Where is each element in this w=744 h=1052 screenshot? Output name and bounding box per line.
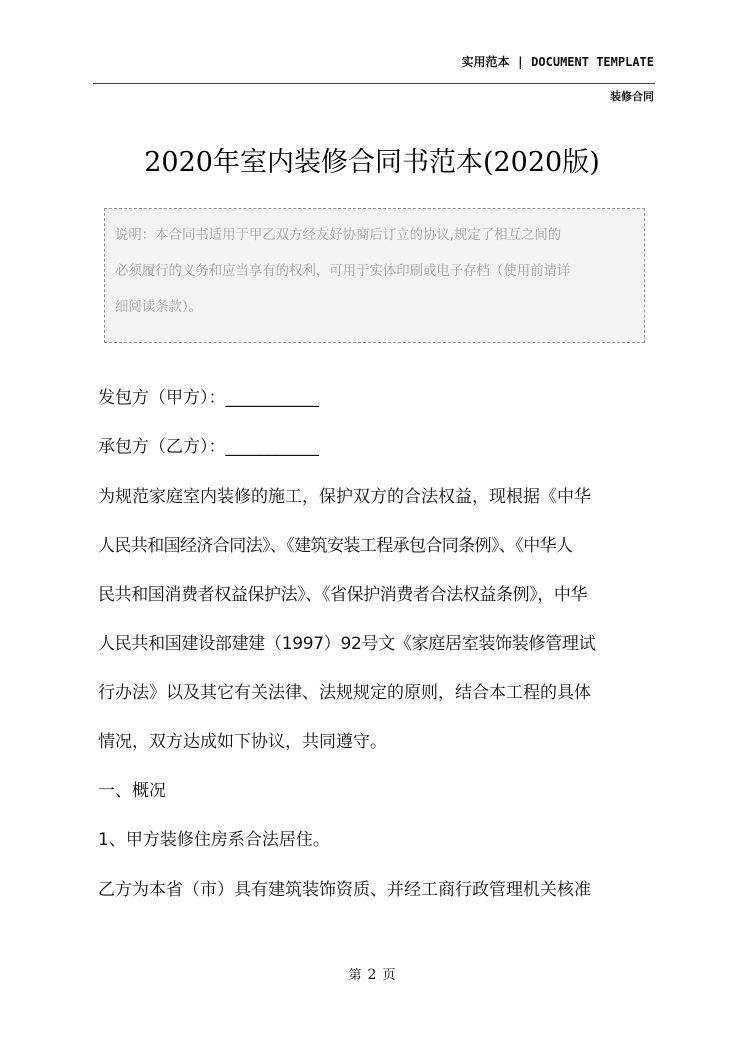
header-section-label: 装修合同 <box>610 90 654 103</box>
header-template-label: 实用范本 | DOCUMENT TEMPLATE <box>461 55 654 69</box>
paragraph-line: 人民共和国建设部建建（1997）92号文《家庭居室装饰装修管理试 <box>98 634 596 654</box>
footer-suffix: 页 <box>382 968 396 983</box>
document-title: 2020年室内装修合同书范本(2020版) <box>144 147 600 178</box>
clause-line: 1、甲方装修住房系合法居住。 <box>98 830 330 850</box>
usage-note-box <box>104 208 645 343</box>
page-number: 2 <box>367 967 377 983</box>
paragraph-line: 行办法》以及其它有关法律、法规规定的原则，结合本工程的具体 <box>98 683 591 703</box>
paragraph-line: 为规范家庭室内装修的施工，保护双方的合法权益，现根据《中华 <box>98 487 591 507</box>
section-heading: 一、概况 <box>98 781 166 801</box>
header-divider <box>93 83 655 84</box>
note-line: 必须履行的义务和应当享有的权利，可用于实体印刷或电子存档（使用前请详 <box>115 264 571 279</box>
paragraph-line: 民共和国消费者权益保护法》、《省保护消费者合法权益条例》，中华 <box>98 585 588 605</box>
paragraph-line: 人民共和国经济合同法》、《建筑安装工程承包合同条例》、《中华人 <box>98 536 573 556</box>
paragraph-line: 乙方为本省（市）具有建筑装饰资质、并经工商行政管理机关核准 <box>98 880 591 900</box>
footer-prefix: 第 <box>348 968 362 983</box>
paragraph-line: 情况，双方达成如下协议，共同遵守。 <box>98 732 387 752</box>
note-line: 说明：本合同书适用于甲乙双方经友好协商后订立的协议,规定了相互之间的 <box>115 228 562 243</box>
party-a-line: 发包方（甲方）：___________ <box>98 388 319 408</box>
party-b-line: 承包方（乙方）：___________ <box>98 437 319 457</box>
note-line: 细阅读条款）。 <box>115 300 203 315</box>
page-footer <box>0 964 744 983</box>
